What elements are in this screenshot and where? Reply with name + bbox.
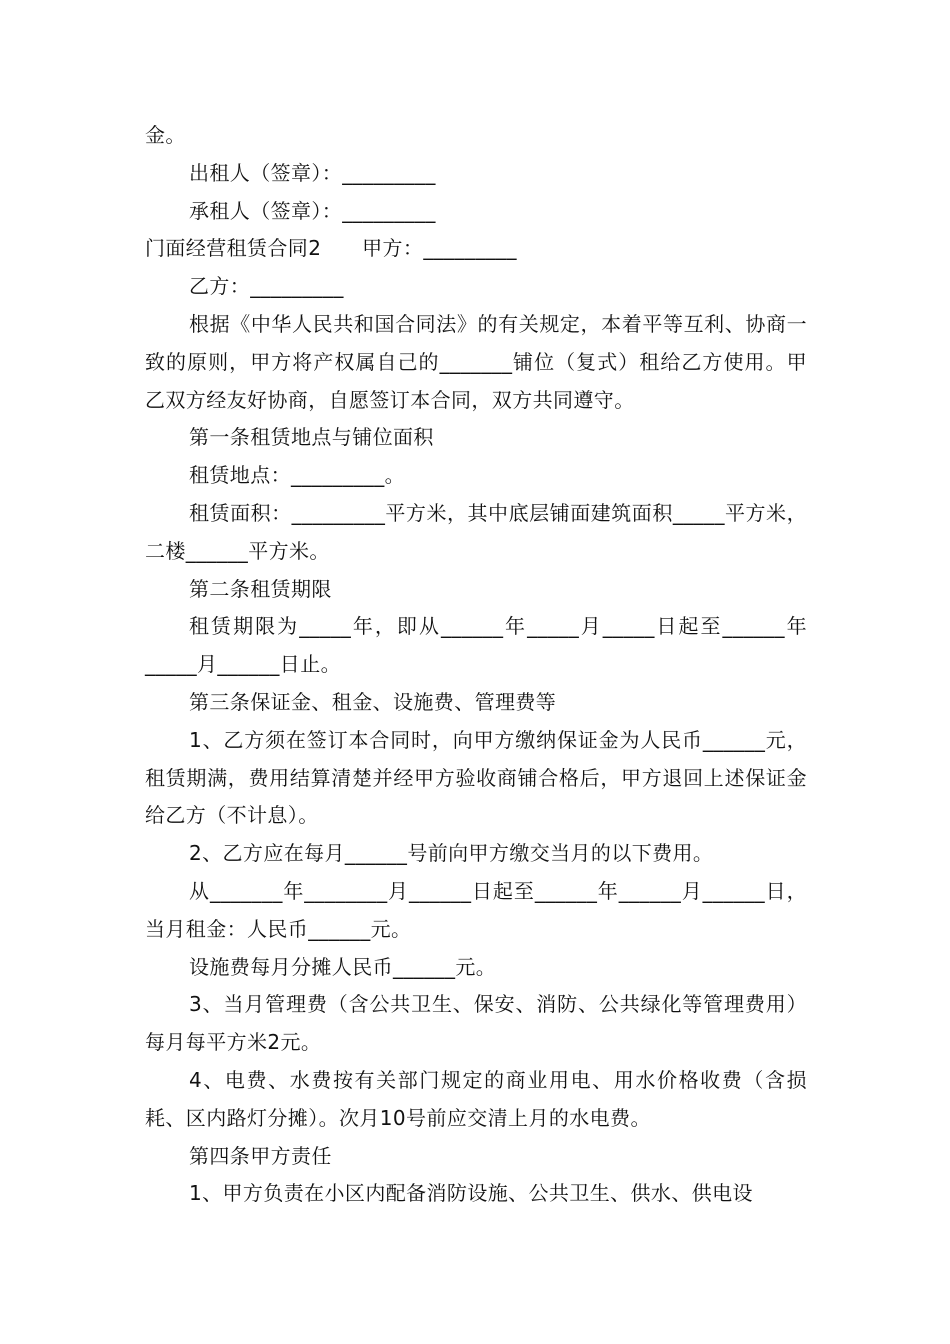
paragraph-party-a-duty-1: 1、甲方负责在小区内配备消防设施、公共卫生、供水、供电设 <box>189 1181 753 1206</box>
paragraph-contract-title-party-a: 门面经营租赁合同2 甲方：_________ <box>145 236 517 261</box>
paragraph-utilities: 4、电费、水费按有关部门规定的商业用电、用水价格收费（含损耗、区内路灯分摊）。次月10号前应交清上月的水电费。 <box>145 1067 807 1130</box>
paragraph-deposit: 1、乙方须在签订本合同时，向甲方缴纳保证金为人民币______元，租赁期满，费用结算清楚并经甲方验收商铺合格后，甲方退回上述保证金给乙方（不计息）。 <box>145 727 807 828</box>
heading-article-3: 第三条保证金、租金、设施费、管理费等 <box>189 689 557 714</box>
paragraph-deposit-end: 金。 <box>145 123 186 147</box>
paragraph-monthly-payment: 2、乙方应在每月______号前向甲方缴交当月的以下费用。 <box>189 841 714 866</box>
paragraph-rental-location: 租赁地点：_________。 <box>189 463 405 488</box>
document-body <box>145 117 807 1213</box>
paragraph-management-fee: 3、当月管理费（含公共卫生、保安、消防、公共绿化等管理费用）每月每平方米2元。 <box>145 992 807 1055</box>
heading-article-1: 第一条租赁地点与铺位面积 <box>189 425 434 450</box>
paragraph-rental-area: 租赁面积：_________平方米，其中底层铺面建筑面积_____平方米，二楼______平方米。 <box>145 500 807 563</box>
paragraph-lessee-signature: 承租人（签章）：_________ <box>189 198 436 223</box>
paragraph-rental-term: 租赁期限为_____年，即从______年_____月_____日起至______年_____月______日止。 <box>145 614 807 677</box>
paragraph-facility-fee: 设施费每月分摊人民币______元。 <box>189 954 497 979</box>
paragraph-preamble: 根据《中华人民共和国合同法》的有关规定，本着平等互利、协商一致的原则，甲方将产权属自己的_______铺位（复式）租给乙方使用。甲乙双方经友好协商，自愿签订本合同，双方共同遵守。 <box>145 311 807 412</box>
paragraph-party-b: 乙方：_________ <box>189 274 344 299</box>
heading-article-2: 第二条租赁期限 <box>189 576 332 601</box>
paragraph-rent-period: 从_______年________月______日起至______年______月______日，当月租金：人民币______元。 <box>145 878 807 941</box>
heading-article-4: 第四条甲方责任 <box>189 1143 332 1168</box>
paragraph-lessor-signature: 出租人（签章）：_________ <box>189 160 436 185</box>
